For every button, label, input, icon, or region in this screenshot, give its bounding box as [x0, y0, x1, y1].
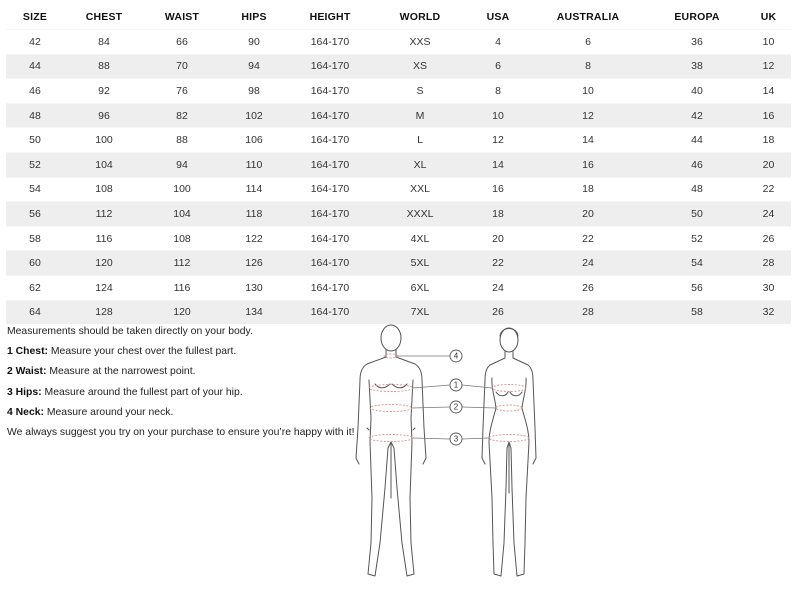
- callout-number: 2: [453, 402, 459, 412]
- table-cell: 164-170: [288, 251, 372, 276]
- note-text: Measure around your neck.: [46, 406, 174, 418]
- table-cell: 94: [220, 54, 288, 79]
- table-cell: 40: [648, 79, 746, 104]
- table-cell: 112: [144, 251, 220, 276]
- note-text: Measure your chest over the fullest part.: [50, 346, 237, 358]
- table-row: [6, 251, 791, 276]
- table-cell: 164-170: [288, 79, 372, 104]
- table-cell: 100: [144, 177, 220, 202]
- column-header: AUSTRALIA: [556, 10, 620, 23]
- table-cell: 164-170: [288, 30, 372, 55]
- table-row: [6, 177, 791, 202]
- table-cell: 104: [144, 202, 220, 227]
- table-cell: 108: [144, 226, 220, 251]
- table-cell: 100: [64, 128, 144, 153]
- table-cell: 134: [220, 300, 288, 324]
- callout-neck: [450, 350, 462, 362]
- callout-leaders: [398, 356, 496, 439]
- table-cell: 164-170: [288, 202, 372, 227]
- table-body: [6, 30, 791, 325]
- table-cell: 124: [64, 275, 144, 300]
- table-cell: 114: [220, 177, 288, 202]
- notes-intro: Measurements should be taken directly on your body.: [7, 326, 253, 337]
- table-cell: 26: [746, 226, 791, 251]
- table-cell: 18: [746, 128, 791, 153]
- table-cell: 164-170: [288, 128, 372, 153]
- table-cell: 42: [648, 103, 746, 128]
- table-cell: 76: [144, 79, 220, 104]
- table-cell: 6XL: [372, 275, 468, 300]
- table-cell: 110: [220, 152, 288, 177]
- table-cell: 102: [220, 103, 288, 128]
- table-header-row: [6, 4, 791, 30]
- table-cell: 5XL: [372, 251, 468, 276]
- table-cell: XXL: [372, 177, 468, 202]
- table-cell: 26: [528, 275, 648, 300]
- table-cell: 122: [220, 226, 288, 251]
- note-label: 3 Hips:: [7, 386, 42, 398]
- table-cell: 130: [220, 275, 288, 300]
- table-row: [6, 128, 791, 153]
- table-cell: 116: [64, 226, 144, 251]
- table-cell: 164-170: [288, 177, 372, 202]
- table-row: [6, 202, 791, 227]
- body-measurement-diagram: [355, 318, 545, 590]
- table-cell: 14: [468, 152, 528, 177]
- table-cell: 90: [220, 30, 288, 55]
- table-cell: 164-170: [288, 226, 372, 251]
- table-cell: 50: [6, 128, 64, 153]
- table-cell: 20: [468, 226, 528, 251]
- table-cell: 164-170: [288, 152, 372, 177]
- table-cell: 66: [144, 30, 220, 55]
- table-cell: 22: [528, 226, 648, 251]
- table-cell: XXS: [372, 30, 468, 55]
- table-cell: 52: [648, 226, 746, 251]
- table-cell: 84: [64, 30, 144, 55]
- table-cell: 164-170: [288, 103, 372, 128]
- note-text: Measure at the narrowest point.: [49, 366, 196, 378]
- table-cell: 16: [468, 177, 528, 202]
- table-cell: 164-170: [288, 275, 372, 300]
- table-cell: 26: [468, 300, 528, 324]
- table-cell: 24: [746, 202, 791, 227]
- table-cell: 70: [144, 54, 220, 79]
- size-table: [6, 4, 791, 324]
- table-cell: 24: [528, 251, 648, 276]
- table-cell: 12: [528, 103, 648, 128]
- table-cell: 12: [468, 128, 528, 153]
- table-cell: 128: [64, 300, 144, 324]
- note-label: 4 Neck:: [7, 406, 44, 418]
- note-label: 1 Chest:: [7, 346, 48, 358]
- table-cell: 44: [6, 54, 64, 79]
- table-cell: 20: [528, 202, 648, 227]
- table-cell: 112: [64, 202, 144, 227]
- male-figure-illustration: [356, 325, 426, 576]
- table-cell: 16: [746, 103, 791, 128]
- table-cell: 54: [648, 251, 746, 276]
- table-cell: 120: [144, 300, 220, 324]
- table-cell: 56: [6, 202, 64, 227]
- table-cell: 164-170: [288, 300, 372, 324]
- table-cell: 8: [468, 79, 528, 104]
- note-text: Measure around the fullest part of your hip.: [44, 386, 243, 398]
- table-row: [6, 79, 791, 104]
- table-cell: 58: [6, 226, 64, 251]
- table-cell: 8: [528, 54, 648, 79]
- table-cell: 52: [6, 152, 64, 177]
- table-cell: 56: [648, 275, 746, 300]
- column-header: HEIGHT: [309, 10, 351, 23]
- table-cell: 126: [220, 251, 288, 276]
- table-cell: 30: [746, 275, 791, 300]
- table-cell: XS: [372, 54, 468, 79]
- note-waist: [7, 362, 357, 382]
- table-cell: 14: [746, 79, 791, 104]
- table-cell: 118: [220, 202, 288, 227]
- table-cell: 42: [6, 30, 64, 55]
- table-cell: M: [372, 103, 468, 128]
- table-row: [6, 54, 791, 79]
- table-cell: 22: [468, 251, 528, 276]
- table-cell: 62: [6, 275, 64, 300]
- column-header: EUROPA: [674, 10, 720, 23]
- table-cell: 98: [220, 79, 288, 104]
- column-header: WORLD: [399, 10, 441, 23]
- table-cell: 18: [528, 177, 648, 202]
- callout-number: 1: [453, 380, 459, 390]
- notes-footer: We always suggest you try on your purchase to ensure you’re happy with it!: [7, 427, 355, 439]
- table-cell: 94: [144, 152, 220, 177]
- table-cell: 106: [220, 128, 288, 153]
- table-cell: 82: [144, 103, 220, 128]
- note-label: 2 Waist:: [7, 366, 47, 378]
- table-row: [6, 275, 791, 300]
- table-cell: 7XL: [372, 300, 468, 324]
- table-cell: 14: [528, 128, 648, 153]
- callout-number: 4: [453, 351, 459, 361]
- table-cell: XXXL: [372, 202, 468, 227]
- callout-number: 3: [453, 434, 459, 444]
- table-cell: 48: [648, 177, 746, 202]
- table-cell: XL: [372, 152, 468, 177]
- table-cell: 92: [64, 79, 144, 104]
- table-cell: 44: [648, 128, 746, 153]
- column-header: HIPS: [241, 10, 267, 23]
- table-cell: 60: [6, 251, 64, 276]
- column-header: UK: [760, 10, 777, 23]
- table-cell: 164-170: [288, 54, 372, 79]
- table-cell: 4XL: [372, 226, 468, 251]
- note-neck: [7, 403, 357, 423]
- table-cell: 10: [746, 30, 791, 55]
- table-row: [6, 226, 791, 251]
- table-cell: 6: [528, 30, 648, 55]
- table-cell: 108: [64, 177, 144, 202]
- table-cell: 46: [6, 79, 64, 104]
- table-cell: 12: [746, 54, 791, 79]
- table-cell: 22: [746, 177, 791, 202]
- column-header: WAIST: [164, 10, 200, 23]
- table-cell: 28: [746, 251, 791, 276]
- table-cell: 38: [648, 54, 746, 79]
- note-chest: [7, 342, 357, 362]
- table-cell: 20: [746, 152, 791, 177]
- table-cell: 48: [6, 103, 64, 128]
- table-cell: 24: [468, 275, 528, 300]
- table-cell: 64: [6, 300, 64, 324]
- table-cell: 96: [64, 103, 144, 128]
- table-cell: 10: [468, 103, 528, 128]
- table-cell: 54: [6, 177, 64, 202]
- measurement-lines: [369, 351, 529, 442]
- table-cell: 18: [468, 202, 528, 227]
- table-cell: 6: [468, 54, 528, 79]
- table-cell: S: [372, 79, 468, 104]
- table-cell: 46: [648, 152, 746, 177]
- callout-hips: [450, 433, 462, 445]
- table-cell: 104: [64, 152, 144, 177]
- table-row: [6, 152, 791, 177]
- column-header: SIZE: [22, 10, 48, 23]
- column-header: USA: [486, 10, 510, 23]
- table-cell: 10: [528, 79, 648, 104]
- table-cell: 50: [648, 202, 746, 227]
- table-cell: 36: [648, 30, 746, 55]
- table-cell: 4: [468, 30, 528, 55]
- table-cell: L: [372, 128, 468, 153]
- table-row: [6, 103, 791, 128]
- table-cell: 88: [64, 54, 144, 79]
- table-cell: 116: [144, 275, 220, 300]
- callout-waist: [450, 401, 462, 413]
- callout-chest: [450, 379, 462, 391]
- table-cell: 32: [746, 300, 791, 324]
- table-row: [6, 30, 791, 55]
- table-cell: 88: [144, 128, 220, 153]
- measurement-notes: [7, 322, 357, 443]
- note-hips: [7, 383, 357, 403]
- table-cell: 58: [648, 300, 746, 324]
- column-header: CHEST: [85, 10, 123, 23]
- female-figure-illustration: [482, 328, 536, 576]
- table-cell: 120: [64, 251, 144, 276]
- table-cell: 28: [528, 300, 648, 324]
- table-cell: 16: [528, 152, 648, 177]
